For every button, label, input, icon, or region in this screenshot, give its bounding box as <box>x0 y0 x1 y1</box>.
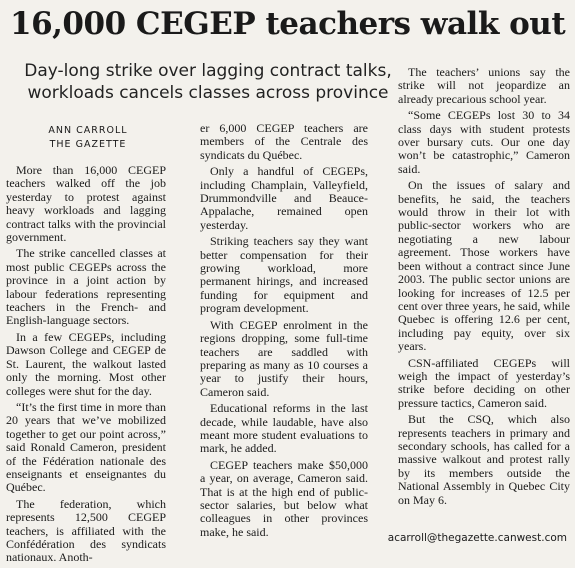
paragraph: “Some CEGEPs lost 30 to 34 class days with student protests over bursary cuts. Our one day won’t be catastrophic,” Cameron said. <box>398 108 570 176</box>
paragraph: In a few CEGEPs, including Dawson College and CEGEP de St. Laurent, the walkout lasted only the morning. Most other colleges were shut for the day. <box>6 329 166 398</box>
paragraph: The strike cancelled classes at most public CEGEPs across the province in a joint action by labour federations representing teachers in the French- and English-language sectors. <box>6 246 166 328</box>
paragraph: CSN-affiliated CEGEPs will weigh the impact of yesterday’s strike before deciding on other pressure tactics, Cameron said. <box>398 355 570 410</box>
publication-name: THE GAZETTE <box>49 139 127 150</box>
paragraph: Only a handful of CEGEPs, including Champlain, Valleyfield, Drummondville and Beauce-Appalache, remained open yesterday. <box>200 164 368 232</box>
paragraph: “It’s the first time in more than 20 years that we’ve mobilized together to get our point across,” said Ronald Cameron, president of the Fédération nationale des enseignants et enseignantes du Québec. <box>6 399 166 495</box>
paragraph: The federation, which represents 12,500 CEGEP teachers, is affiliated with the Confédération des syndicats nationaux. Anoth- <box>6 496 166 565</box>
subheadline-line: workloads cancels classes across province <box>27 83 389 103</box>
paragraph: The teachers’ unions say the strike will not jeopardize an already precarious school year. <box>398 65 570 106</box>
paragraph: er 6,000 CEGEP teachers are members of the Centrale des syndicats du Québec. <box>200 121 368 162</box>
author-name: ANN CARROLL <box>48 125 128 136</box>
paragraph: More than 16,000 CEGEP teachers walked off the job yesterday to protest against heavy workloads and lagging contract talks with the provincial government. <box>6 163 166 245</box>
article-column-2 <box>200 122 368 542</box>
paragraph: Striking teachers say they want better compensation for their growing workload, more permanent hirings, and increased funding for equipment and program development. <box>200 234 368 316</box>
paragraph: Educational reforms in the last decade, while laudable, have also meant more student evaluations to mark, he added. <box>200 401 368 456</box>
article-column-3 <box>398 66 570 510</box>
byline <box>8 124 168 152</box>
paragraph: CEGEP teachers make $50,000 a year, on average, Cameron said. That is at the high end of public-sector salaries, but below what colleagues in other provinces make, he said. <box>200 457 368 539</box>
author-email: acarroll@thegazette.canwest.com <box>387 532 567 544</box>
headline: 16,000 CEGEP teachers walk out <box>10 6 566 42</box>
paragraph: But the CSQ, which also represents teachers in primary and secondary schools, has called for a massive walkout and protest rally by its members outside the National Assembly in Quebec City on May 6. <box>398 412 570 507</box>
subheadline <box>8 60 408 104</box>
subheadline-line: Day-long strike over lagging contract talks, <box>24 61 392 81</box>
paragraph: On the issues of salary and benefits, he said, the teachers would throw in their lot with public-sector workers who are negotiating a new labour agreement. Those workers have been without a contract since June 2003. The public sector unions are looking for increases of 12.5 per cent over three years, he said, while Quebec is offering 12.6 per cent, including pay equity, over six years. <box>398 178 570 354</box>
article-column-1 <box>6 164 166 568</box>
paragraph: With CEGEP enrolment in the regions dropping, some full-time teachers are saddled with preparing as many as 10 courses a year to justify their hours, Cameron said. <box>200 317 368 399</box>
